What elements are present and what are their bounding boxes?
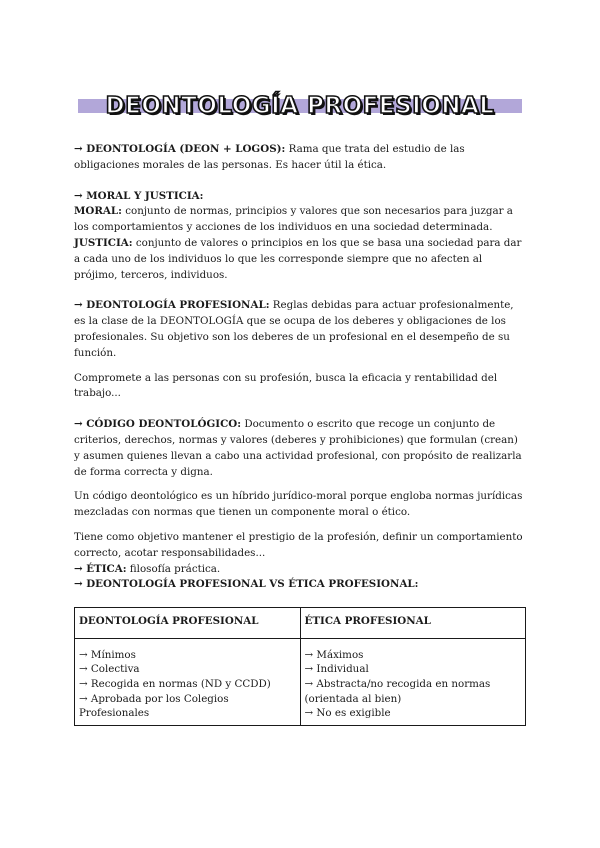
document-body <box>74 142 526 726</box>
section-paragraph <box>74 417 526 480</box>
section-paragraph: Un código deontológico es un híbrido jurídico-moral porque engloba normas jurídicas mezcladas con normas que tienen un componente moral o ético. <box>74 490 523 519</box>
justicia-definition <box>74 236 526 283</box>
title-block <box>78 90 522 122</box>
term-text: conjunto de valores o principios en los que se basa una sociedad para dar a cada uno de los individuos lo que les corresponde siempre que no afecten al prójimo, terceros, individuos. <box>74 236 522 281</box>
list-item: → Mínimos <box>79 648 136 661</box>
list-item: → Abstracta/no recogida en normas (orientada al bien) <box>304 677 491 705</box>
section-paragraph: Compromete a las personas con su profesión, busca la eficacia y rentabilidad del trabajo... <box>74 371 498 400</box>
table-header-cell: DEONTOLOGÍA PROFESIONAL <box>75 608 301 639</box>
list-item: → Colectiva <box>79 663 140 676</box>
comparison-table <box>74 607 526 726</box>
list-item: → Recogida en normas (ND y CCDD) <box>79 677 271 690</box>
section-paragraph <box>74 298 526 361</box>
term-label: MORAL: <box>74 205 122 218</box>
list-item: → No es exigible <box>304 707 391 720</box>
section-heading: → MORAL Y JUSTICIA: <box>74 189 204 202</box>
table-header-cell: ÉTICA PROFESIONAL <box>300 608 526 639</box>
table-header-row <box>75 608 526 639</box>
section-vs-heading: → DEONTOLOGÍA PROFESIONAL VS ÉTICA PROFESIONAL: <box>74 578 419 591</box>
section-text: Reglas debidas para actuar profesionalmente, es la clase de la DEONTOLOGÍA que se ocupa de los deberes y obligaciones de los profesionales. Su objetivo son los deberes de un profesional en el desempeño de su función. <box>74 299 514 359</box>
section-deontologia <box>74 142 526 174</box>
list-item: → Individual <box>304 663 369 676</box>
section-text: Documento o escrito que recoge un conjunto de criterios, derechos, normas y valores (deberes y prohibiciones) que formulan (crean) y asumen quienes llevan a cabo una actividad profesional, con propósito de realizarla de forma correcta y digna. <box>74 418 522 478</box>
section-text: Rama que trata del estudio de las obligaciones morales de las personas. Es hacer útil la ética. <box>74 143 465 171</box>
section-moral-justicia <box>74 189 526 284</box>
table-cell-deontologia <box>75 638 301 725</box>
section-etica <box>74 562 526 578</box>
section-deontologia-profesional <box>74 298 526 402</box>
section-heading: → ÉTICA: <box>74 562 127 575</box>
section-paragraph: Tiene como objetivo mantener el prestigio de la profesión, definir un comportamiento correcto, acotar responsabilidades... <box>74 530 523 559</box>
section-heading: → DEONTOLOGÍA (DEON + LOGOS): <box>74 143 286 155</box>
page-title: DEONTOLOGÍA PROFESIONAL <box>105 93 495 119</box>
section-heading: → DEONTOLOGÍA PROFESIONAL: <box>74 299 270 312</box>
moral-definition <box>74 204 526 236</box>
section-codigo-deontologico <box>74 417 526 561</box>
table-cell-etica <box>300 638 526 725</box>
list-item: → Aprobada por los Colegios Profesionales <box>79 692 229 720</box>
term-text: conjunto de normas, principios y valores que son necesarios para juzgar a los comportamientos y acciones de los individuos en una sociedad determinada. <box>74 205 513 234</box>
list-item: → Máximos <box>304 648 364 661</box>
table-row <box>75 638 526 725</box>
section-heading: → CÓDIGO DEONTOLÓGICO: <box>74 418 242 431</box>
term-label: JUSTICIA: <box>74 236 133 249</box>
section-text: filosofía práctica. <box>126 562 221 575</box>
